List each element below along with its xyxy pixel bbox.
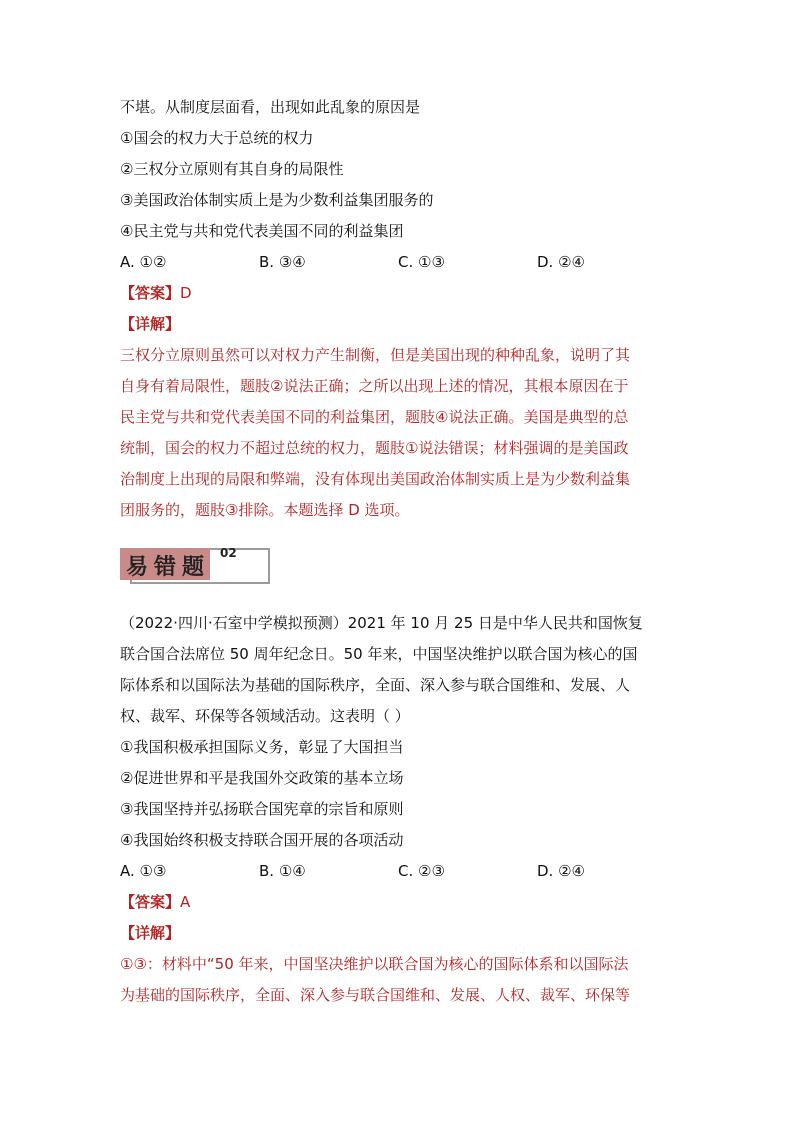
q2-option-b: B. ①④ <box>259 862 306 880</box>
q2-item: ②促进世界和平是我国外交政策的基本立场 <box>120 769 404 787</box>
q2-answer-value: A <box>180 893 191 911</box>
q1-options <box>120 247 680 278</box>
q2-item: ③我国坚持并弘扬联合国宪章的宗旨和原则 <box>120 800 404 818</box>
q1-detail-label: 【详解】 <box>120 315 181 333</box>
q2-item: ①我国积极承担国际义务，彰显了大国担当 <box>120 738 404 756</box>
document-page <box>120 92 680 1011</box>
q1-option-d: D. ②④ <box>537 253 585 271</box>
q1-detail-line: 治制度上出现的局限和弊端，没有体现出美国政治体制实质上是为少数利益集 <box>120 470 631 488</box>
q1-item: ②三权分立原则有其自身的局限性 <box>120 160 344 178</box>
q1-item: ③美国政治体制实质上是为少数利益集团服务的 <box>120 191 434 209</box>
q2-stem-line: 联合国合法席位 50 周年纪念日。50 年来，中国坚决维护以联合国为核心的国 <box>120 645 638 663</box>
q1-option-c: C. ①③ <box>398 253 445 271</box>
banner-number: 02 <box>220 546 237 560</box>
q2-option-a: A. ①③ <box>120 862 167 880</box>
q2-stem-line: 际体系和以国际法为基础的国际秩序，全面、深入参与联合国维和、发展、人 <box>120 676 631 694</box>
q1-answer-value: D <box>180 284 192 302</box>
q2-detail-line: ①③：材料中“50 年来，中国坚决维护以联合国为核心的国际体系和以国际法 <box>120 955 629 973</box>
q2-options <box>120 856 680 887</box>
q2-detail-line: 为基础的国际秩序，全面、深入参与联合国维和、发展、人权、裁军、环保等 <box>120 986 631 1004</box>
q1-detail-line: 三权分立原则虽然可以对权力产生制衡，但是美国出现的种种乱象，说明了其 <box>120 346 631 364</box>
q2-option-c: C. ②③ <box>398 862 445 880</box>
q1-option-a: A. ①② <box>120 253 167 271</box>
banner-title: 易错题 <box>126 554 211 580</box>
q1-detail-line: 团服务的，题肢③排除。本题选择 D 选项。 <box>120 501 410 519</box>
error-prone-banner <box>120 548 258 588</box>
q1-detail-line: 统制，国会的权力不超过总统的权力，题肢①说法错误；材料强调的是美国政 <box>120 439 629 457</box>
q2-answer <box>120 887 680 918</box>
q1-answer-label: 【答案】 <box>120 284 181 302</box>
q2-answer-label: 【答案】 <box>120 893 181 911</box>
q2-detail-label: 【详解】 <box>120 924 181 942</box>
q2-stem-line: 权、裁军、环保等各领域活动。这表明（ ） <box>120 707 410 725</box>
q1-option-b: B. ③④ <box>259 253 306 271</box>
q2-option-d: D. ②④ <box>537 862 585 880</box>
q1-item: ④民主党与共和党代表美国不同的利益集团 <box>120 222 404 240</box>
q1-detail-line: 自身有着局限性，题肢②说法正确；之所以出现上述的情况，其根本原因在于 <box>120 377 629 395</box>
q1-answer <box>120 278 680 309</box>
q1-item: ①国会的权力大于总统的权力 <box>120 129 314 147</box>
q2-stem-line: （2022·四川·石室中学模拟预测）2021 年 10 月 25 日是中华人民共和国恢复 <box>120 614 643 632</box>
q2-item: ④我国始终积极支持联合国开展的各项活动 <box>120 831 404 849</box>
q1-stem: 不堪。从制度层面看，出现如此乱象的原因是 <box>120 98 421 116</box>
q1-detail-line: 民主党与共和党代表美国不同的利益集团，题肢④说法正确。美国是典型的总 <box>120 408 629 426</box>
